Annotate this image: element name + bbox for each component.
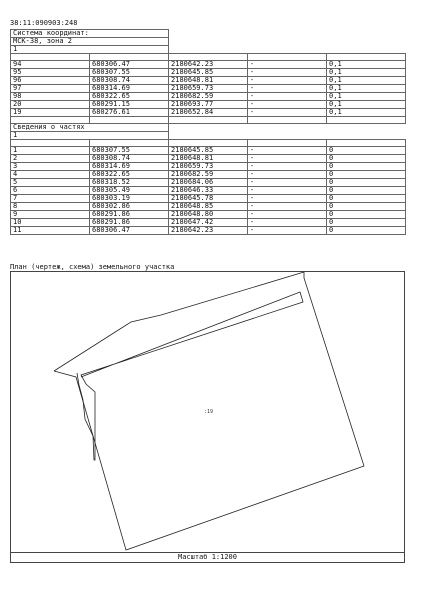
point-accuracy: 0: [327, 147, 406, 155]
point-method: -: [248, 179, 327, 187]
point-y: 2180659.73: [169, 163, 248, 171]
point-method: -: [248, 219, 327, 227]
point-accuracy: 0: [327, 211, 406, 219]
point-method: -: [248, 109, 327, 117]
table-row: [11, 155, 406, 163]
point-method: -: [248, 61, 327, 69]
empty-cell: [11, 117, 90, 124]
point-x: 680291.15: [90, 101, 169, 109]
coord-system-label-row: [11, 30, 406, 38]
empty-cell: [327, 140, 406, 147]
empty-cell: [11, 140, 90, 147]
empty-cell: [248, 140, 327, 147]
point-accuracy: 0: [327, 195, 406, 203]
point-method: -: [248, 155, 327, 163]
point-number: 97: [11, 85, 90, 93]
point-method: -: [248, 77, 327, 85]
part-number-row: [11, 132, 406, 140]
plot-center-label: :19: [204, 409, 214, 415]
point-accuracy: 0,1: [327, 61, 406, 69]
point-method: -: [248, 203, 327, 211]
point-number: 3: [11, 163, 90, 171]
table-row: [11, 219, 406, 227]
spacer-row: [11, 117, 406, 124]
table-row: [11, 227, 406, 235]
point-x: 680291.86: [90, 211, 169, 219]
table-row: [11, 195, 406, 203]
point-y: 2180647.42: [169, 219, 248, 227]
empty-cell: [169, 54, 248, 61]
table-row: [11, 109, 406, 117]
point-method: -: [248, 211, 327, 219]
point-number: 8: [11, 203, 90, 211]
point-number: 6: [11, 187, 90, 195]
point-y: 2180648.81: [169, 77, 248, 85]
spacer-row: [11, 54, 406, 61]
point-accuracy: 0,1: [327, 85, 406, 93]
empty-cell: [248, 117, 327, 124]
empty-cell: [327, 54, 406, 61]
point-method: -: [248, 93, 327, 101]
point-method: -: [248, 187, 327, 195]
point-x: 680306.47: [90, 227, 169, 235]
plan-label: План (чертеж, схема) земельного участка: [10, 263, 175, 271]
point-accuracy: 0: [327, 203, 406, 211]
empty-cell: [169, 117, 248, 124]
point-method: -: [248, 227, 327, 235]
point-x: 680314.69: [90, 163, 169, 171]
table-row: [11, 203, 406, 211]
point-method: -: [248, 147, 327, 155]
point-accuracy: 0: [327, 187, 406, 195]
point-number: 9: [11, 211, 90, 219]
point-y: 2180648.80: [169, 211, 248, 219]
land-plot-drawing: [11, 272, 406, 564]
plan-frame: [10, 271, 405, 563]
point-x: 680276.61: [90, 109, 169, 117]
empty-cell: [11, 54, 90, 61]
point-y: 2180648.85: [169, 203, 248, 211]
point-x: 680303.19: [90, 195, 169, 203]
point-accuracy: 0,1: [327, 93, 406, 101]
point-accuracy: 0: [327, 227, 406, 235]
point-y: 2180646.33: [169, 187, 248, 195]
scale-label: Масштаб 1:1200: [11, 552, 404, 562]
table-row: [11, 61, 406, 69]
point-number: 98: [11, 93, 90, 101]
point-y: 2180684.06: [169, 179, 248, 187]
point-accuracy: 0,1: [327, 109, 406, 117]
coord-system-value-row-cell: МСК-38, зона 2: [11, 38, 169, 46]
point-x: 680307.55: [90, 69, 169, 77]
point-number: 94: [11, 61, 90, 69]
point-number: 10: [11, 219, 90, 227]
coordinates-table: [10, 29, 406, 235]
table-row: [11, 77, 406, 85]
empty-cell: [169, 140, 248, 147]
table-row: [11, 171, 406, 179]
table-row: [11, 93, 406, 101]
table-row: [11, 147, 406, 155]
point-number: 2: [11, 155, 90, 163]
coord-system-value-row: [11, 38, 406, 46]
point-y: 2180642.23: [169, 227, 248, 235]
table-row: [11, 85, 406, 93]
empty-cell: [248, 54, 327, 61]
table-row: [11, 69, 406, 77]
point-y: 2180642.23: [169, 61, 248, 69]
empty-cell: [327, 117, 406, 124]
parts-heading-row: [11, 124, 406, 132]
point-number: 20: [11, 101, 90, 109]
point-accuracy: 0: [327, 179, 406, 187]
table-row: [11, 211, 406, 219]
contour-number-row-cell: 1: [11, 46, 169, 54]
point-x: 680291.86: [90, 219, 169, 227]
point-number: 4: [11, 171, 90, 179]
part-outline: [77, 292, 303, 460]
point-method: -: [248, 171, 327, 179]
point-accuracy: 0,1: [327, 69, 406, 77]
point-y: 2180693.77: [169, 101, 248, 109]
cadastral-number: 38:11:090903:248: [10, 19, 78, 27]
point-x: 680308.74: [90, 77, 169, 85]
point-x: 680306.47: [90, 61, 169, 69]
point-y: 2180645.85: [169, 147, 248, 155]
point-number: 11: [11, 227, 90, 235]
point-y: 2180652.84: [169, 109, 248, 117]
point-y: 2180682.59: [169, 171, 248, 179]
spacer-row: [11, 140, 406, 147]
table-row: [11, 101, 406, 109]
parts-heading-row-cell: Сведения о частях: [11, 124, 169, 132]
point-number: 96: [11, 77, 90, 85]
coord-system-label-row-cell: Система координат:: [11, 30, 169, 38]
point-accuracy: 0,1: [327, 101, 406, 109]
point-method: -: [248, 85, 327, 93]
point-x: 680318.52: [90, 179, 169, 187]
contour-number-row: [11, 46, 406, 54]
point-accuracy: 0: [327, 171, 406, 179]
table-row: [11, 187, 406, 195]
point-method: -: [248, 163, 327, 171]
table-row: [11, 163, 406, 171]
point-y: 2180645.85: [169, 69, 248, 77]
point-method: -: [248, 195, 327, 203]
empty-cell: [90, 117, 169, 124]
table-row: [11, 179, 406, 187]
point-accuracy: 0: [327, 219, 406, 227]
point-x: 680322.65: [90, 171, 169, 179]
point-y: 2180659.73: [169, 85, 248, 93]
point-accuracy: 0: [327, 163, 406, 171]
point-x: 680305.49: [90, 187, 169, 195]
point-method: -: [248, 69, 327, 77]
point-number: 19: [11, 109, 90, 117]
point-y: 2180682.59: [169, 93, 248, 101]
empty-cell: [90, 140, 169, 147]
point-x: 680314.69: [90, 85, 169, 93]
empty-cell: [90, 54, 169, 61]
point-x: 680302.86: [90, 203, 169, 211]
point-number: 7: [11, 195, 90, 203]
point-y: 2180645.78: [169, 195, 248, 203]
point-x: 680307.55: [90, 147, 169, 155]
point-x: 680308.74: [90, 155, 169, 163]
point-number: 1: [11, 147, 90, 155]
point-number: 5: [11, 179, 90, 187]
point-accuracy: 0,1: [327, 77, 406, 85]
point-x: 680322.65: [90, 93, 169, 101]
point-method: -: [248, 101, 327, 109]
point-y: 2180648.81: [169, 155, 248, 163]
point-number: 95: [11, 69, 90, 77]
part-number-row-cell: 1: [11, 132, 169, 140]
point-accuracy: 0: [327, 155, 406, 163]
